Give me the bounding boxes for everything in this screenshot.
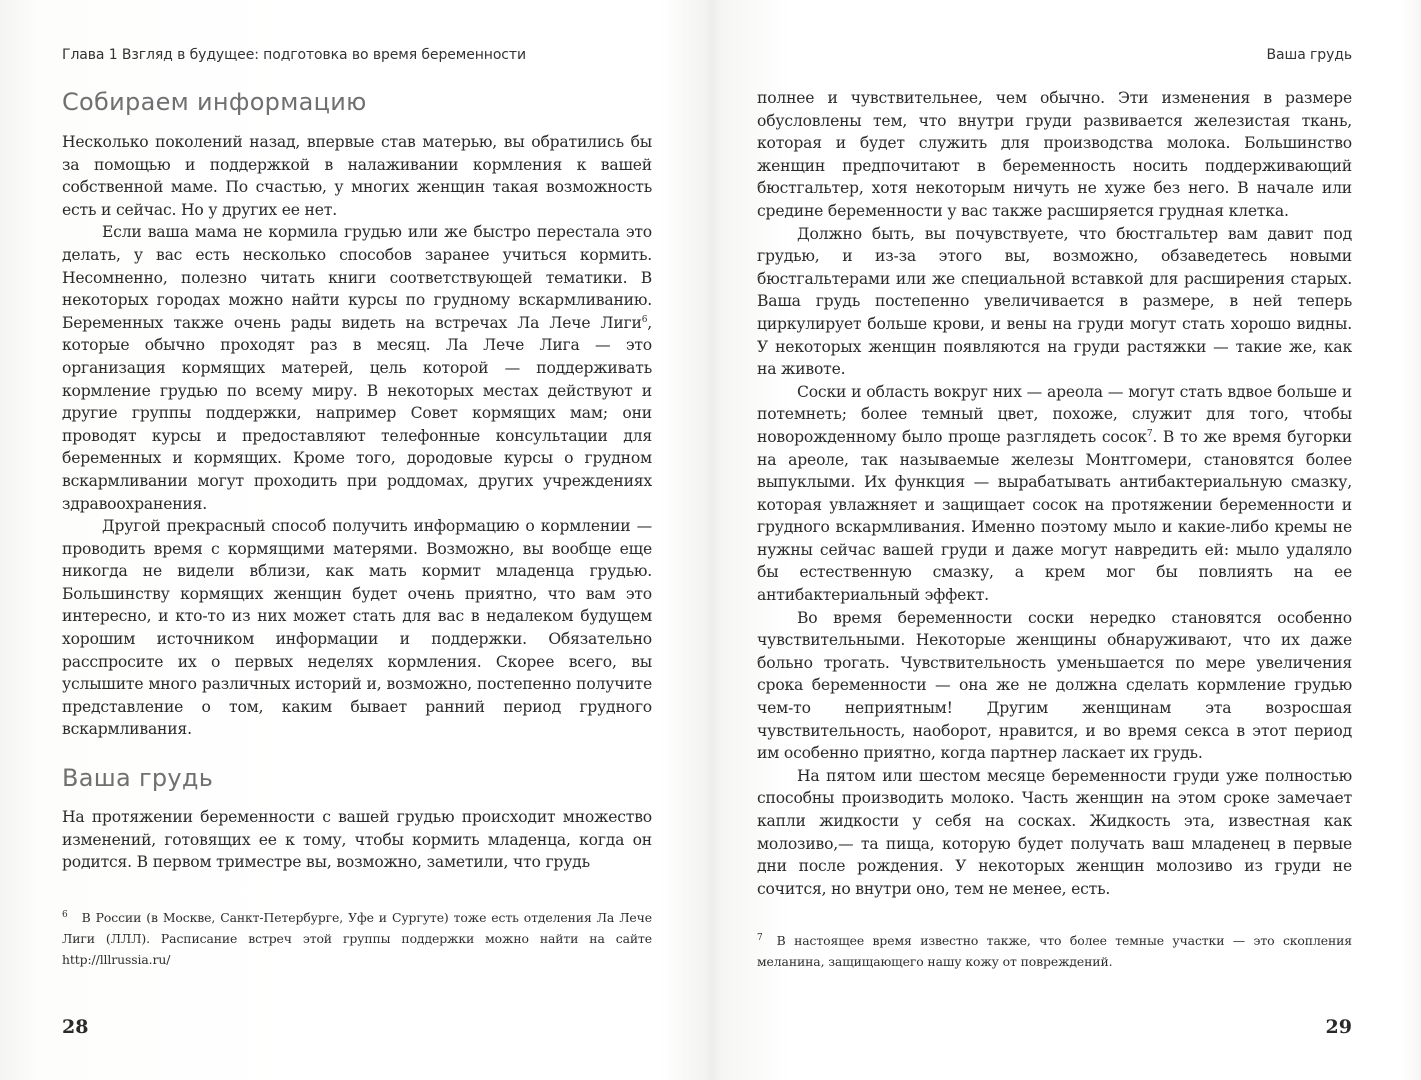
- footnote-number: 7: [757, 932, 763, 943]
- paragraph: [62, 221, 652, 515]
- section-title-your-breast: Ваша грудь: [62, 764, 214, 792]
- paragraph: Должно быть, вы почувствуете, что бюстгальтер вам давит под грудью, и из-за этого вы, возможно, обзаведетесь новыми бюстгальтерами или же специальной вставкой для расширения старых. Ваша грудь постепенно увеличивается в размере, в ней теперь циркулирует больше крови, и вены на груди могут стать хорошо видны. У некоторых женщин появляются на груди растяжки — такие же, как на животе.: [757, 224, 1352, 379]
- paragraph: На пятом или шестом месяце беременности груди уже полностью способны производить молоко. Часть женщин на этом сроке замечает капли жидкости у себя на сосках. Жидкость эта, известная как молозиво,— та пища, которую будет получать ваш младенец в первые дни после рождения. У некоторых женщин молозиво из груди не сочится, но внутри оно, тем не менее, есть.: [757, 766, 1352, 898]
- paragraph: Во время беременности соски нередко становятся особенно чувствительными. Некоторые женщины обнаруживают, что их даже больно трогать. Чувствительность уменьшается по мере увеличения срока беременности — она же не должна сделать кормление грудью чем-то неприятным! Другим женщинам эта возросшая чувствительность, наоборот, нравится, и во время секса в этот период им особенно приятно, когда партнер ласкает их грудь.: [757, 608, 1352, 763]
- footnote-number: 6: [62, 909, 68, 920]
- footnote-text: В настоящее время известно также, что более темные участки — это скопления меланина, защищающего нашу кожу от повреждений.: [757, 933, 1352, 969]
- paragraph-text: Если ваша мама не кормила грудью или же быстро перестала это делать, у вас есть несколько способов заранее учиться кормить. Несомненно, полезно читать книги соответствующей тематики. В некоторых городах можно найти курсы по грудному вскармливанию. Беременных также очень рады видеть на встречах Ла Лече Лиги: [62, 223, 652, 332]
- paragraph-text-continued: , которые обычно проходят раз в месяц. Ла Лече Лига — это организация кормящих матерей, цель которой — поддерживать кормление грудью по всему миру. В некоторых местах действуют и другие группы поддержки, например Совет кормящих мам; они проводят курсы и предоставляют телефонные консультации для беременных и кормящих. Кроме того, дородовые курсы о грудном вскармливании могут проходить при роддомах, других учреждениях здравоохранения.: [62, 313, 652, 513]
- section-title-gathering-info: Собираем информацию: [62, 88, 367, 116]
- paragraph: [757, 381, 1352, 607]
- left-section2-text: [62, 806, 652, 874]
- page-number: 29: [1325, 1016, 1352, 1038]
- right-body-text: [757, 87, 1352, 900]
- left-running-head: Глава 1 Взгляд в будущее: подготовка во время беременности: [62, 47, 526, 63]
- page-number: 28: [62, 1016, 89, 1038]
- paragraph: полнее и чувствительнее, чем обычно. Эти изменения в размере обусловлены тем, что внутри груди развивается железистая ткань, которая и будет служить для производства молока. Большинство женщин предпочитают в беременность носить поддерживающий бюстгальтер, хотя некоторым ничуть не хуже без него. В начале или средине беременности у вас также расширяется грудная клетка.: [757, 89, 1352, 220]
- paragraph-text-continued: . В то же время бугорки на ареоле, так называемые железы Монтгомери, становятся более выпуклыми. Их функция — вырабатывать антибактериальную смазку, которая увлажняет и защищает сосок на протяжении беременности и грудного вскармливания. Именно поэтому мыло и какие-либо кремы не нужны сейчас вашей груди и даже могут навредить ей: мыло удаляло бы естественную смазку, а крем мог бы повлиять на ее антибактериальный эффект.: [757, 427, 1352, 605]
- paragraph: На протяжении беременности с вашей грудью происходит множество изменений, готовящих ее к тому, чтобы кормить младенца, когда он родится. В первом триместре вы, возможно, заметили, что грудь: [62, 808, 652, 872]
- left-page: [62, 0, 652, 1080]
- footnote-reference: 6: [641, 314, 648, 325]
- paragraph: Несколько поколений назад, впервые став матерью, вы обратились бы за помощью и поддержкой в налаживании кормления к вашей собственной маме. По счастью, у многих женщин такая возможность есть и сейчас. Но у других ее нет.: [62, 133, 652, 219]
- footnote-6: [62, 907, 652, 970]
- footnote-reference: 7: [1146, 428, 1153, 439]
- right-running-head: Ваша грудь: [1266, 47, 1352, 63]
- right-page: [757, 0, 1352, 1080]
- footnote-7: [757, 930, 1352, 972]
- left-body-text: [62, 131, 652, 741]
- paragraph: Другой прекрасный способ получить информацию о кормлении — проводить время с кормящими матерями. Возможно, вы вообще еще никогда не видели вблизи, как мать кормит младенца грудью. Большинству кормящих женщин будет очень приятно, что вам это интересно, и кто-то из них может стать для вас в недалеком будущем хорошим источником информации и поддержки. Обязательно расспросите их о первых неделях кормления. Скорее всего, вы услышите много различных историй и, возможно, постепенно получите представление о том, каким бывает ранний период грудного вскармливания.: [62, 517, 652, 739]
- paragraph-text: Соски и область вокруг них — ареола — могут стать вдвое больше и потемнеть; более темный цвет, похоже, служит для того, чтобы новорожденному было проще разглядеть сосок: [757, 382, 1352, 446]
- footnote-text: В России (в Москве, Санкт-Петербурге, Уфе и Сургуте) тоже есть отделения Ла Лече Лиги (ЛЛЛ). Расписание встреч этой группы поддержки можно найти на сайте http://lllrussia.ru/: [62, 910, 652, 967]
